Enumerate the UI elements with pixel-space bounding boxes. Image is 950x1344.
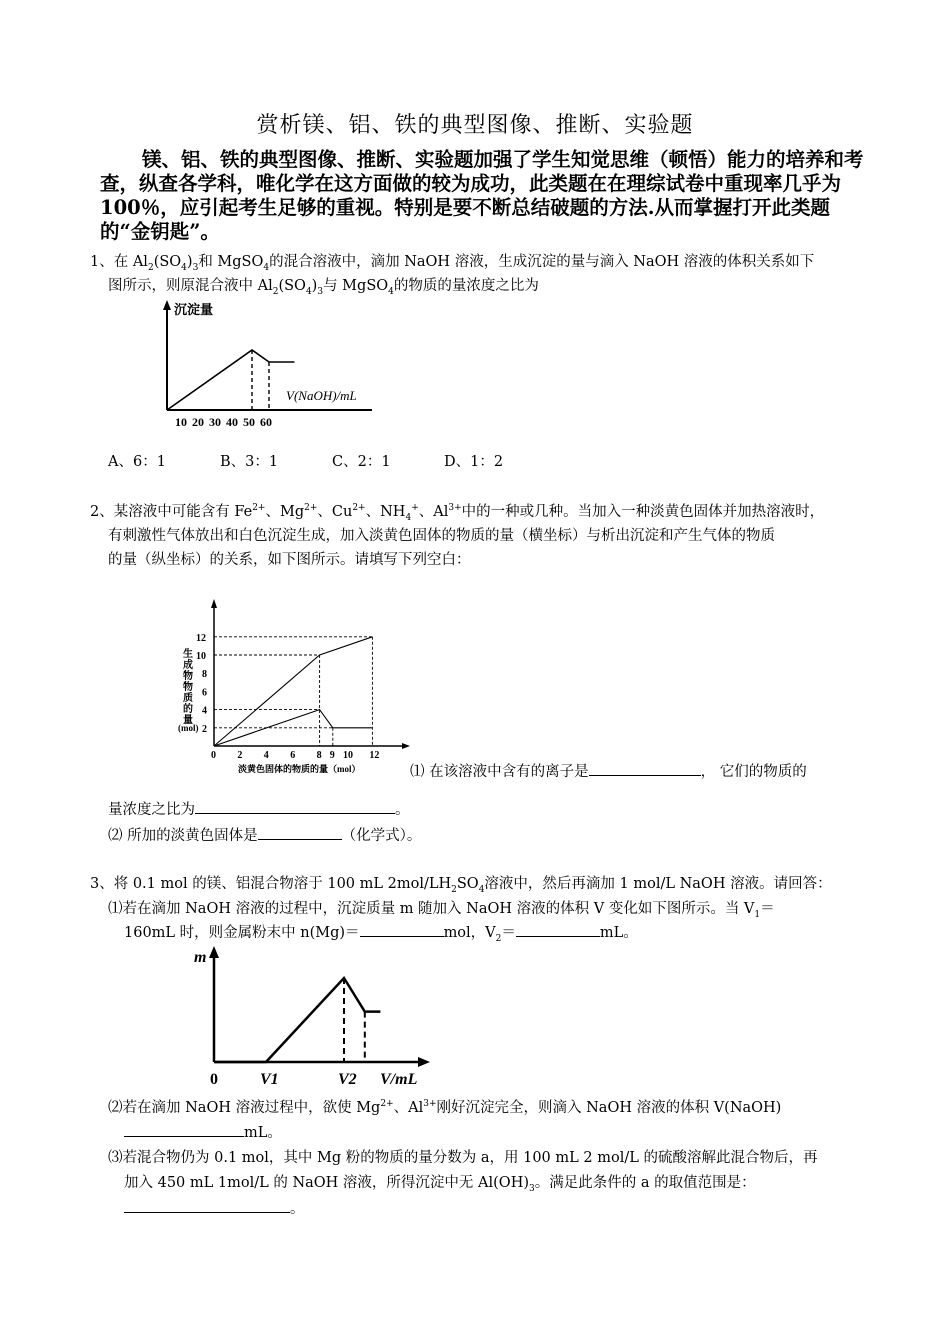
answer-blank-solid[interactable]: [258, 825, 342, 840]
chart-q2-series-precipitate: [214, 710, 372, 746]
chart-q3-series-line: [214, 978, 380, 1062]
chart-q2-ytick: 6: [202, 687, 207, 699]
chart-q1-series-line: [167, 350, 295, 410]
chart-q2-xtick: 0: [211, 750, 216, 761]
intro-paragraph: 镁、铝、铁的典型图像、推断、实验题加强了学生知觉思维（顿悟）能力的培养和考查，纵查各学科，唯化学在这方面做的较为成功，此类题在在理综试卷中重现率几乎为100％，应引起考生足够的重视。特别是要不断总结破题的方法.从而掌握打开此类题的“金钥匙”。: [100, 148, 864, 243]
chart-q1-tick: 10: [175, 415, 187, 429]
answer-blank-v2[interactable]: [516, 922, 600, 937]
question-2-line-2: 有刺激性气体放出和白色沉淀生成，加入淡黄色固体的物质的量（横坐标）与析出沉淀和产生气体的物质: [108, 528, 775, 544]
option-b: B、3：1: [220, 454, 279, 470]
chart-q1: [150, 298, 380, 433]
question-3-line-1: 3、将 0.1 mol 的镁、铝混合物溶于 100 mL $2mol/LH_2SO_4$溶液中，然后再滴加 1 mol/L NaOH 溶液。请回答：: [90, 876, 832, 895]
question-2-part-1-cont: 量浓度之比为 。: [108, 798, 608, 822]
chart-q1-xlabel: V(NaOH)/mL: [286, 388, 357, 403]
chart-q1-ylabel: 沉淀量: [174, 302, 214, 317]
chart-q3-ylabel: m: [194, 949, 207, 966]
chart-q3-y-arrow: [209, 946, 219, 958]
question-3-part-2-cont: mL。: [124, 1121, 524, 1145]
question-3-part-3-cont: 加入 450 mL 1mol/L 的 NaOH 溶液，所得沉淀中无 $Al(OH)_3$。满足此条件的 a 的取值范围是：: [124, 1175, 756, 1194]
question-3-part-3-answer: 。: [124, 1197, 524, 1221]
chart-q2-xtick: 6: [290, 750, 296, 761]
chart-q2-ytick: 10: [196, 651, 206, 662]
answer-blank-n-mg[interactable]: [360, 922, 444, 937]
question-2-part-1: ⑴ 在该溶液中含有的离子是 ， 它们的物质的: [410, 760, 870, 784]
chart-q2-xtick: 9: [329, 750, 335, 761]
chart-q2-yunit: (mol): [178, 723, 199, 733]
chart-q3-xtick-v2: V2: [338, 1071, 357, 1088]
chart-q2-ytick: 12: [196, 632, 206, 644]
question-3-part-3: ⑶若混合物仍为 0.1 mol，其中 Mg 粉的物质的量分数为 a，用 100 mL 2 mol/L 的硫酸溶解此混合物后，再: [108, 1150, 818, 1166]
question-1-line-1: 1、在 $Al_2(SO_4)_3$和 MgSO$_4$的混合溶液中，滴加 NaOH 溶液，生成沉淀的量与滴入 NaOH 溶液的体积关系如下: [90, 254, 815, 273]
chart-q2: [176, 596, 412, 776]
page-title: 赏析镁、铝、铁的典型图像、推断、实验题: [256, 113, 694, 138]
chart-q2-xtick: 12: [369, 750, 380, 761]
question-3-part-2: ⑵若在滴加 NaOH 溶液过程中，欲使 $Mg^{2+}$、$Al^{3+}$刚好沉淀完全，则滴入 NaOH 溶液的体积 V(NaOH): [108, 1099, 782, 1116]
chart-q1-tick: 50: [243, 415, 255, 429]
question-1-line-2: 图所示，则原混合液中 $Al_2(SO_4)_3$与 MgSO$_4$的物质的量浓度之比为: [108, 278, 539, 297]
chart-q2-ylabel: 生成物物质的量: [180, 648, 192, 725]
option-d: D、1：2: [444, 454, 504, 470]
chart-q3-origin: 0: [210, 1071, 218, 1088]
chart-q1-tick: 60: [260, 415, 272, 429]
question-2-line-3: 的量（纵坐标）的关系，如下图所示。请填写下列空白：: [108, 552, 471, 568]
chart-q2-xtick: 4: [263, 750, 269, 761]
question-2-line-1: 2、某溶液中可能含有 $Fe^{2+}$、$Mg^{2+}$、$Cu^{2+}$、$NH_4^+$、$Al^{3+}$中的一种或几种。当加入一种淡黄色固体并加热溶液时，: [90, 503, 825, 523]
option-a: A、6：1: [108, 454, 166, 470]
question-3-part-1-cont: 160mL 时，则金属粉末中 n(Mg)＝ mol，$V_2=$ mL。: [124, 921, 884, 945]
chart-q2-xtick: 8: [316, 750, 322, 761]
chart-q3: [190, 942, 440, 1092]
chart-q2-xtick: 2: [237, 750, 243, 761]
chart-q1-tick: 20: [192, 415, 204, 429]
chart-q1-tick: 40: [226, 415, 238, 429]
chart-q3-xlabel: V/mL: [380, 1071, 418, 1088]
chart-q2-x-arrow: [402, 743, 410, 749]
question-2-part-2: ⑵ 所加的淡黄色固体是 （化学式）。: [108, 824, 608, 848]
question-3-part-1: ⑴若在滴加 NaOH 溶液的过程中，沉淀质量 m 随加入 NaOH 溶液的体积 V 变化如下图所示。当 $V_1=$: [108, 901, 775, 920]
chart-q2-series-gas: [214, 637, 372, 746]
chart-q2-xlabel: 淡黄色固体的物质的量（mol）: [238, 764, 361, 774]
chart-q2-xtick: 10: [343, 750, 353, 761]
chart-q1-tick: 30: [209, 415, 221, 429]
answer-blank-range[interactable]: [124, 1198, 290, 1213]
answer-blank-ratio[interactable]: [195, 799, 395, 814]
chart-q2-ytick: 4: [202, 705, 207, 717]
chart-q3-xtick-v1: V1: [260, 1071, 279, 1088]
answer-blank-volume[interactable]: [124, 1122, 244, 1137]
chart-q2-ytick: 2: [202, 723, 207, 735]
answer-blank-ions[interactable]: [589, 761, 701, 776]
chart-q1-y-arrow: [163, 300, 171, 310]
chart-q2-ytick: 8: [202, 669, 207, 681]
chart-q3-x-arrow: [418, 1057, 430, 1067]
chart-q2-y-arrow: [211, 599, 217, 608]
option-c: C、2：1: [332, 454, 391, 470]
